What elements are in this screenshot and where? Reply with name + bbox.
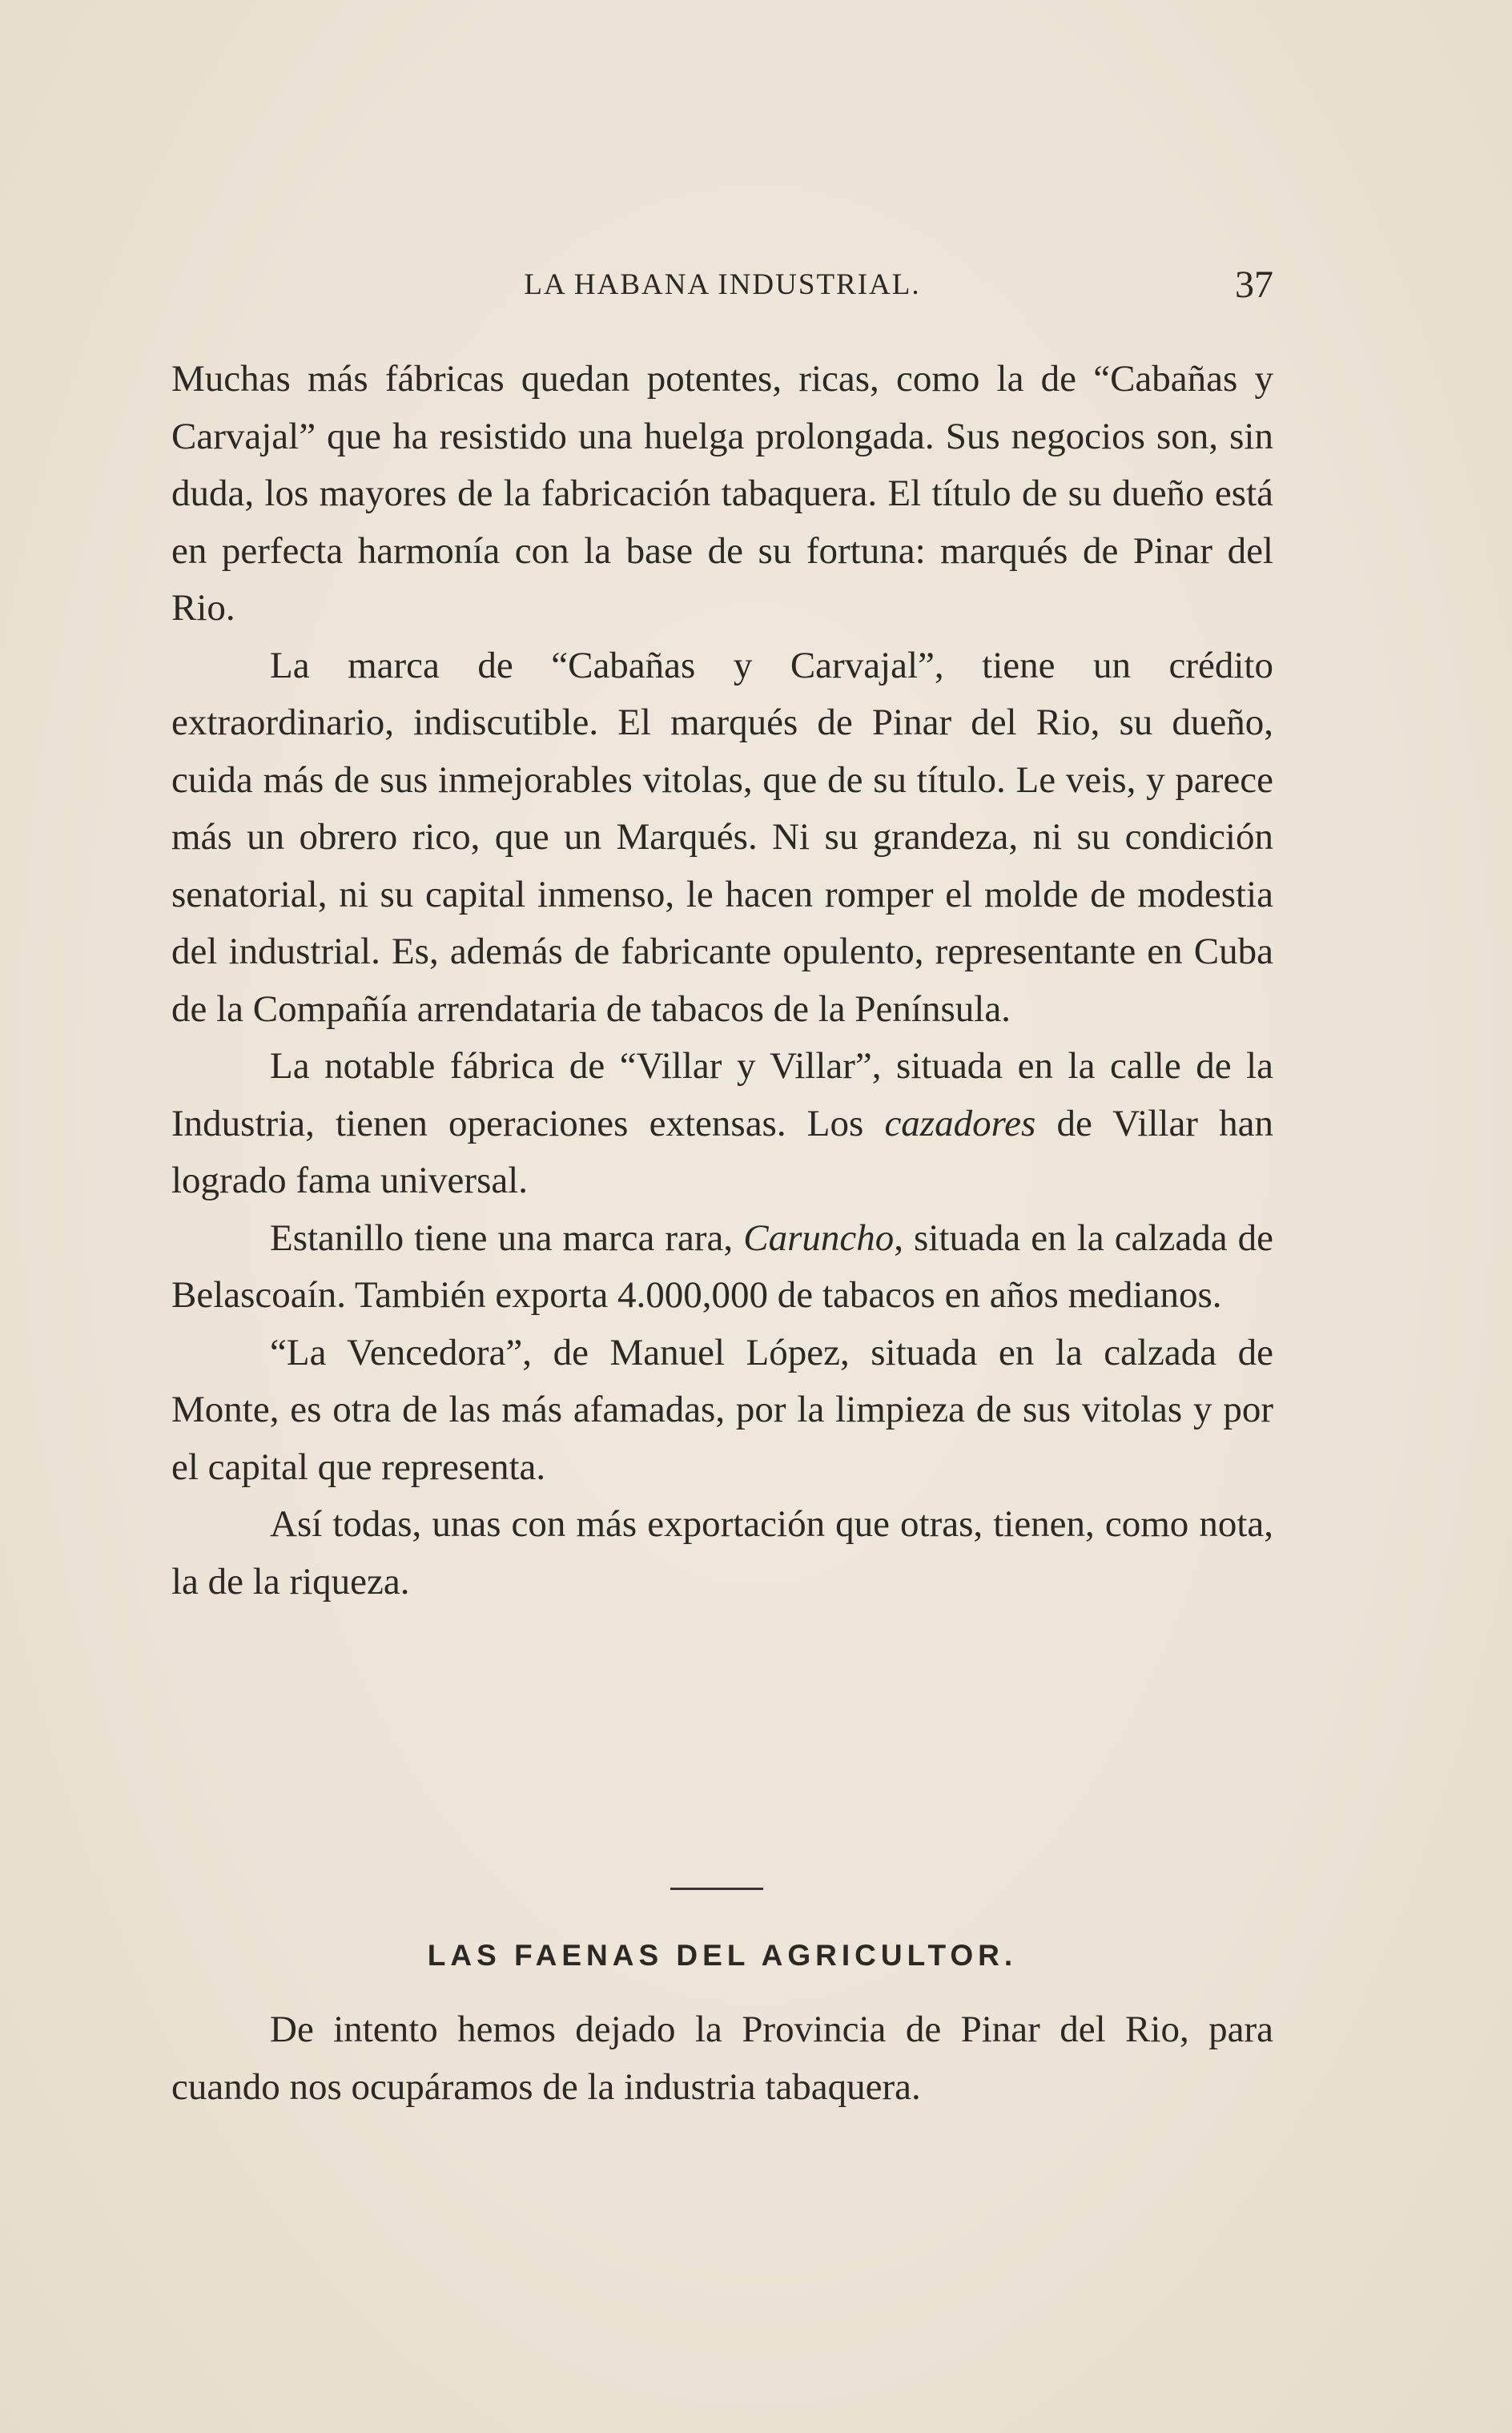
paragraph-text: Estanillo tiene una marca rara, [270,1216,744,1259]
paragraph-estanillo [171,1210,1273,1325]
paragraph-text: La notable fábrica de “Villar y Villar”, situada en la calle de la Industria, tienen operaciones extensas. Los [171,1045,1273,1144]
page-number: 37 [1235,263,1273,306]
running-head [171,261,1273,309]
italic-term: Caruncho [743,1216,895,1259]
section-divider [670,1888,763,1890]
section-heading: LAS FAENAS DEL AGRICULTOR. [427,1939,1018,1972]
running-title: LA HABANA INDUSTRIAL. [524,268,921,301]
paragraph-villar-y-villar [171,1038,1273,1210]
section-text [171,2001,1273,2116]
paragraph-la-vencedora: “La Vencedora”, de Manuel López, situada en la calzada de Monte, es otra de las más afamadas, por la limpieza de sus vitolas y por el capital que representa. [171,1331,1273,1488]
paragraph-text: de Villar han logrado fama universal. [171,1102,1273,1201]
main-text [171,351,1273,1611]
paragraph-text: , situada en la calzada de Belascoaín. También exporta 4.000,000 de tabacos en años medianos. [171,1216,1273,1316]
paragraph-de-intento: De intento hemos dejado la Provincia de Pinar del Rio, para cuando nos ocupáramos de la industria tabaquera. [171,2009,1273,2108]
paragraph-asi-todas: Así todas, unas con más exportación que otras, tienen, como nota, la de la riqueza. [171,1503,1273,1603]
italic-term: cazadores [884,1102,1036,1144]
paragraph-marca-cabanas: La marca de “Cabañas y Carvajal”, tiene un crédito extraordinario, indiscutible. El marqués de Pinar del Rio, su dueño, cuida más de sus inmejorables vitolas, que de su título. Le veis, y parece más un obrero rico, que un Marqués. Ni su grandeza, ni su condición senatorial, ni su capital inmenso, le hacen romper el molde de modestia del industrial. Es, además de fabricante opulento, representante en Cuba de la Compañía arrendataria de tabacos de la Península. [171,644,1273,1030]
paragraph-cabanas-carvajal: Muchas más fábricas quedan potentes, ricas, como la de “Cabañas y Carvajal” que ha resistido una huelga prolongada. Sus negocios son, sin duda, los mayores de la fabricación tabaquera. El título de su dueño está en perfecta harmonía con la base de su fortuna: marqués de Pinar del Rio. [171,358,1273,629]
